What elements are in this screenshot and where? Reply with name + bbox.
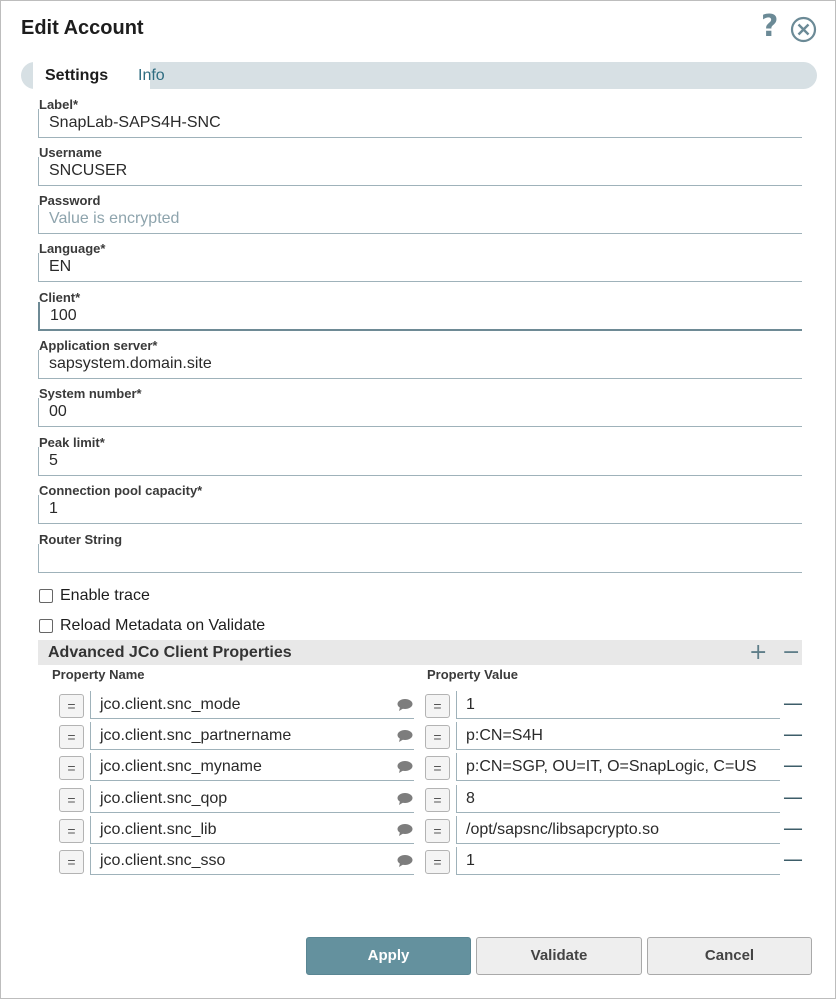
comment-icon[interactable] — [397, 792, 413, 806]
dialog-title: Edit Account — [21, 17, 144, 39]
application-server-field-label: Application server* — [39, 338, 158, 353]
property-value-input[interactable]: 1 — [456, 847, 780, 875]
password-input[interactable]: Value is encrypted — [38, 205, 802, 234]
property-value-input[interactable]: p:CN=S4H — [456, 722, 780, 750]
tab-bar — [21, 62, 817, 89]
property-name-input[interactable]: jco.client.snc_myname — [90, 753, 414, 781]
remove-row-icon[interactable]: — — [783, 753, 803, 777]
comment-icon[interactable] — [397, 854, 413, 868]
remove-row-icon[interactable]: — — [783, 722, 803, 746]
property-name-input[interactable]: jco.client.snc_lib — [90, 816, 414, 844]
validate-button[interactable]: Validate — [476, 937, 642, 975]
reload-metadata-checkbox[interactable] — [39, 619, 53, 633]
label-input[interactable]: SnapLab-SAPS4H-SNC — [38, 109, 802, 138]
property-name-input[interactable]: jco.client.snc_mode — [90, 691, 414, 719]
property-row — [1, 847, 836, 875]
property-name-input[interactable]: jco.client.snc_partnername — [90, 722, 414, 750]
property-row — [1, 785, 836, 813]
value-expression-toggle[interactable]: = — [425, 819, 450, 843]
username-field-label: Username — [39, 145, 102, 160]
comment-icon[interactable] — [397, 760, 413, 774]
system-number-field-label: System number* — [39, 386, 142, 401]
client-field-label: Client* — [39, 290, 81, 305]
client-input[interactable]: 100 — [38, 302, 802, 331]
tab-settings[interactable]: Settings — [33, 62, 150, 89]
connection-pool-input[interactable]: 1 — [38, 495, 802, 524]
router-string-input[interactable] — [38, 544, 802, 573]
property-value-input[interactable]: 1 — [456, 691, 780, 719]
enable-trace-label: Enable trace — [60, 587, 150, 604]
remove-property-icon[interactable]: − — [782, 640, 801, 665]
advanced-properties-header — [38, 640, 802, 665]
language-field-label: Language* — [39, 241, 106, 256]
connection-pool-field-label: Connection pool capacity* — [39, 483, 203, 498]
name-expression-toggle[interactable]: = — [59, 725, 84, 749]
name-expression-toggle[interactable]: = — [59, 850, 84, 874]
router-string-field-label: Router String — [39, 532, 123, 547]
property-value-input[interactable]: 8 — [456, 785, 780, 813]
peak-limit-input[interactable]: 5 — [38, 447, 802, 476]
close-icon[interactable] — [790, 16, 817, 43]
name-expression-toggle[interactable]: = — [59, 788, 84, 812]
username-input[interactable]: SNCUSER — [38, 157, 802, 186]
remove-row-icon[interactable]: — — [783, 847, 803, 871]
help-icon[interactable]: ? — [761, 9, 779, 44]
system-number-input[interactable]: 00 — [38, 398, 802, 427]
comment-icon[interactable] — [397, 729, 413, 743]
name-expression-toggle[interactable]: = — [59, 694, 84, 718]
name-expression-toggle[interactable]: = — [59, 819, 84, 843]
advanced-properties-title: Advanced JCo Client Properties — [48, 644, 292, 661]
language-input[interactable]: EN — [38, 253, 802, 282]
property-name-input[interactable]: jco.client.snc_qop — [90, 785, 414, 813]
peak-limit-field-label: Peak limit* — [39, 435, 105, 450]
property-row — [1, 753, 836, 781]
tab-info[interactable]: Info — [138, 67, 165, 84]
property-value-column-header: Property Value — [427, 667, 519, 682]
enable-trace-checkbox[interactable] — [39, 589, 53, 603]
property-row — [1, 816, 836, 844]
property-name-column-header: Property Name — [52, 667, 145, 682]
property-row — [1, 722, 836, 750]
comment-icon[interactable] — [397, 698, 413, 712]
add-property-icon[interactable]: + — [749, 640, 768, 665]
value-expression-toggle[interactable]: = — [425, 850, 450, 874]
comment-icon[interactable] — [397, 823, 413, 837]
name-expression-toggle[interactable]: = — [59, 756, 84, 780]
application-server-input[interactable]: sapsystem.domain.site — [38, 350, 802, 379]
property-value-input[interactable]: p:CN=SGP, OU=IT, O=SnapLogic, C=US — [456, 753, 780, 781]
property-name-input[interactable]: jco.client.snc_sso — [90, 847, 414, 875]
password-field-label: Password — [39, 193, 101, 208]
cancel-button[interactable]: Cancel — [647, 937, 812, 975]
value-expression-toggle[interactable]: = — [425, 725, 450, 749]
value-expression-toggle[interactable]: = — [425, 756, 450, 780]
remove-row-icon[interactable]: — — [783, 691, 803, 715]
property-row — [1, 691, 836, 719]
apply-button[interactable]: Apply — [306, 937, 471, 975]
value-expression-toggle[interactable]: = — [425, 694, 450, 718]
reload-metadata-label: Reload Metadata on Validate — [60, 617, 266, 634]
remove-row-icon[interactable]: — — [783, 785, 803, 809]
property-value-input[interactable]: /opt/sapsnc/libsapcrypto.so — [456, 816, 780, 844]
value-expression-toggle[interactable]: = — [425, 788, 450, 812]
remove-row-icon[interactable]: — — [783, 816, 803, 840]
label-field-label: Label* — [39, 97, 79, 112]
